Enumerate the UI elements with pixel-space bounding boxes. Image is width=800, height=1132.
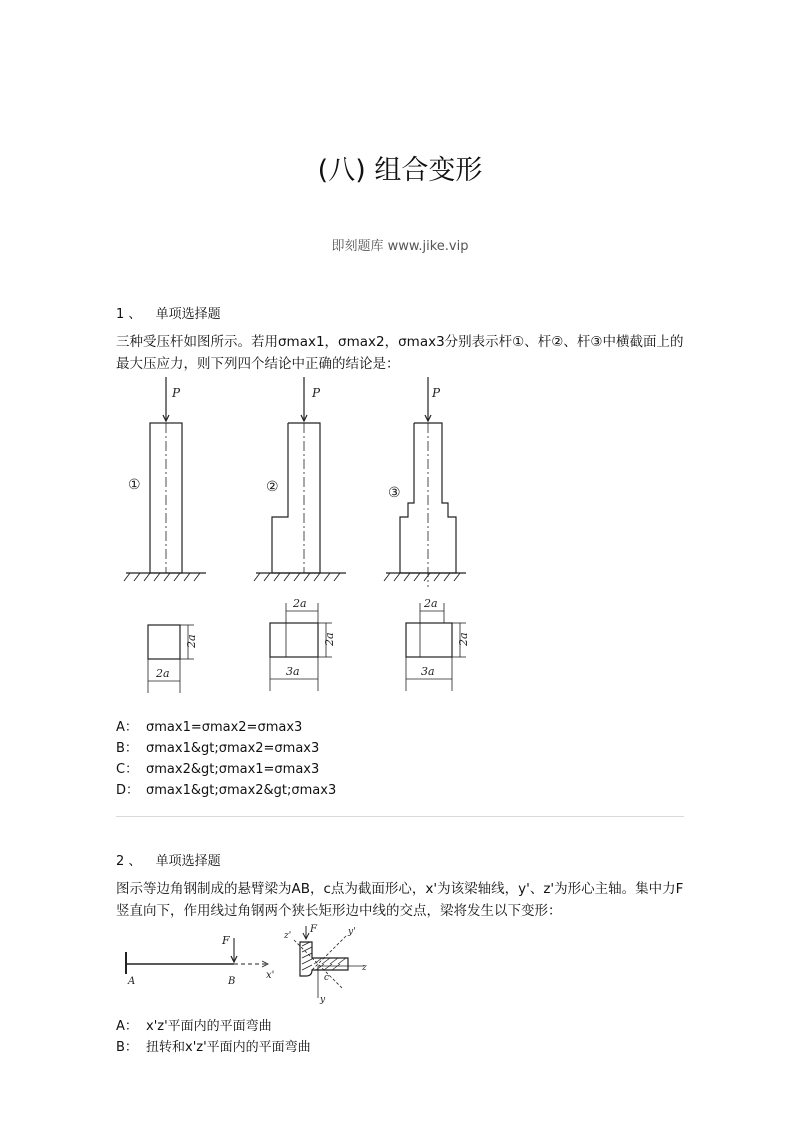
- question-number: 1: [116, 307, 125, 322]
- option-b[interactable]: [116, 1037, 686, 1058]
- cantilever-beam: [126, 934, 274, 987]
- z-prime-label: z': [284, 931, 292, 941]
- point-a-label: A: [128, 976, 136, 987]
- question-1: [116, 305, 686, 801]
- cross-section-2: [270, 597, 336, 691]
- page-subtitle: 即刻题库 www.jike.vip: [331, 239, 469, 254]
- question-number-separator: 、: [128, 854, 142, 869]
- cross-section-1-height-label: 2a: [185, 634, 198, 648]
- option-text: σmax2&gt;σmax1=σmax3: [146, 762, 320, 777]
- y-axis-label: y: [320, 995, 326, 1005]
- bar-1-load-label: P: [172, 386, 181, 400]
- option-a[interactable]: [116, 717, 686, 738]
- option-label: A：: [116, 720, 138, 735]
- question-2-options: [116, 1016, 686, 1058]
- question-type: 单项选择题: [155, 307, 221, 322]
- page-title: (八) 组合变形: [317, 155, 483, 186]
- question-2-header: [116, 852, 686, 872]
- question-1-header: [116, 305, 686, 325]
- bar-2-load-label: P: [312, 386, 321, 400]
- cross-section-2-width-label: 3a: [286, 665, 300, 678]
- compression-bars-figure: [116, 377, 536, 697]
- option-text: σmax1=σmax2=σmax3: [146, 720, 303, 735]
- cross-section-3-height-label: 2a: [457, 632, 470, 646]
- option-text: x'z'平面内的平面弯曲: [146, 1019, 272, 1034]
- option-b[interactable]: [116, 738, 686, 759]
- centroid-label: c: [324, 973, 330, 983]
- option-d[interactable]: [116, 780, 686, 801]
- option-text: σmax1&gt;σmax2&gt;σmax3: [146, 783, 337, 798]
- cantilever-angle-figure: [116, 922, 376, 1008]
- y-prime-label: y': [348, 927, 356, 937]
- section-force-label: F: [310, 924, 317, 935]
- cross-section-2-height-label: 2a: [323, 632, 336, 646]
- question-1-options: [116, 717, 686, 801]
- question-number: 2: [116, 854, 125, 869]
- x-prime-axis-label: x': [266, 970, 275, 981]
- question-number-separator: 、: [128, 307, 142, 322]
- cross-section-1: [148, 625, 198, 693]
- cross-section-1-width-label: 2a: [156, 667, 170, 680]
- question-type: 单项选择题: [155, 854, 221, 869]
- option-text: 扭转和x'z'平面内的平面弯曲: [146, 1040, 311, 1055]
- cross-section-3-width-label: 3a: [421, 665, 435, 678]
- option-label: B：: [116, 741, 138, 756]
- z-axis-label: z: [362, 963, 367, 973]
- bar-1-diagram: [124, 377, 206, 581]
- option-label: D：: [116, 783, 140, 798]
- bar-3-number-label: ③: [388, 485, 401, 501]
- question-1-text: 三种受压杆如图所示。若用σmax1，σmax2，σmax3分别表示杆①、杆②、杆③中横截面上的最大压应力，则下列四个结论中正确的结论是：: [116, 334, 684, 372]
- option-text: σmax1&gt;σmax2=σmax3: [146, 741, 320, 756]
- option-a[interactable]: [116, 1016, 686, 1037]
- bar-1-number-label: ①: [128, 477, 141, 493]
- bar-2-diagram: [254, 377, 346, 581]
- force-label: F: [222, 934, 230, 947]
- option-label: A：: [116, 1019, 138, 1034]
- cross-section-3: [406, 597, 470, 691]
- option-label: B：: [116, 1040, 138, 1055]
- cross-section-2-top-label: 2a: [293, 597, 307, 610]
- question-2: [116, 852, 686, 1058]
- question-2-text: 图示等边角钢制成的悬臂梁为AB，c点为截面形心，x'为该梁轴线，y'、z'为形心主轴。集中力F竖直向下，作用线过角钢两个狭长矩形边中线的交点，梁将发生以下变形：: [116, 881, 684, 919]
- bar-2-number-label: ②: [266, 479, 279, 495]
- option-label: C：: [116, 762, 139, 777]
- section-divider: [116, 816, 684, 817]
- bar-3-diagram: [384, 377, 466, 587]
- point-b-label: B: [228, 976, 236, 987]
- angle-section: [283, 924, 367, 1005]
- option-c[interactable]: [116, 759, 686, 780]
- cross-section-3-top-label: 2a: [424, 597, 438, 610]
- bar-3-load-label: P: [432, 386, 441, 400]
